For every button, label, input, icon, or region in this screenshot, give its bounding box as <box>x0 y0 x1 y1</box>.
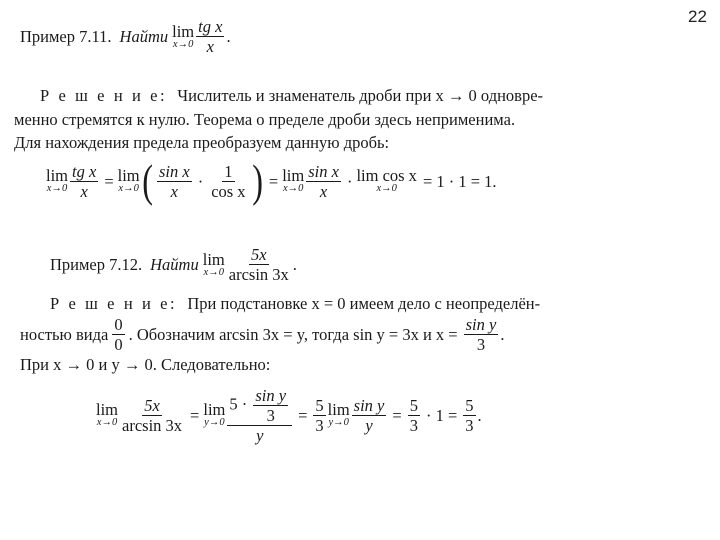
multiply-dot: · <box>346 171 353 191</box>
solution-line-1 <box>50 294 540 313</box>
lim-subscript: y→0 <box>328 417 349 428</box>
numerator: 5x <box>250 245 267 264</box>
lim-text: lim cos x <box>356 166 417 185</box>
task-word: Найти <box>119 27 169 46</box>
formula-7-12 <box>96 382 482 448</box>
denominator: cos x <box>211 181 246 201</box>
denominator: arcsin 3x <box>228 265 289 284</box>
denominator: x <box>170 181 178 201</box>
denominator: x <box>206 37 214 56</box>
lim-text: lim <box>172 21 195 41</box>
lim-subscript: y→0 <box>204 417 225 428</box>
fraction <box>70 163 98 200</box>
times-one: · 1 = <box>425 405 458 425</box>
fraction <box>313 397 325 434</box>
equals: = <box>268 171 279 191</box>
denominator: 3 <box>266 405 275 425</box>
fraction <box>209 163 247 200</box>
fraction <box>196 18 224 55</box>
limit-operator <box>46 168 68 194</box>
limit-operator <box>202 249 225 278</box>
lim-text: lim <box>46 166 69 185</box>
numerator: sin y <box>465 315 497 334</box>
numerator: 0 <box>114 315 123 334</box>
numerator: sin x <box>158 161 190 181</box>
limit-cos <box>356 168 417 194</box>
example-7-11-header <box>20 18 231 55</box>
page-number: 22 <box>688 7 707 26</box>
zero-over-zero <box>112 316 124 353</box>
numerator: tg x <box>198 17 223 36</box>
inner-fraction <box>253 387 288 424</box>
solution-line-1 <box>40 86 543 105</box>
lim-text: lim <box>202 249 225 269</box>
right-paren: ) <box>251 155 263 206</box>
lim-subscript: x→0 <box>118 183 139 194</box>
denominator: y <box>365 415 373 435</box>
example-label: Пример 7.11. <box>20 27 112 46</box>
limit-operator <box>282 168 304 194</box>
limit-operator <box>203 402 225 428</box>
lim-subscript: x→0 <box>46 183 68 194</box>
numerator: tg x <box>72 161 97 181</box>
period: . <box>477 405 482 425</box>
denominator: arcsin 3x <box>122 415 183 435</box>
result: = 1 · 1 = 1. <box>422 171 497 191</box>
multiply-dot: · <box>197 171 204 191</box>
numerator: sin x <box>308 161 339 181</box>
fraction <box>464 316 499 353</box>
denominator: 3 <box>315 415 324 435</box>
equals: = <box>190 405 200 425</box>
text: ностью вида <box>20 325 109 344</box>
fraction <box>157 163 192 200</box>
equals: = <box>104 171 114 191</box>
lim-text: lim <box>117 166 140 185</box>
equals: = <box>298 405 308 425</box>
numerator: 1 <box>224 161 233 181</box>
period: . <box>292 255 297 274</box>
denominator: x <box>319 181 328 201</box>
lim-text: lim <box>203 400 226 419</box>
text: 5 · <box>229 393 248 413</box>
left-paren: ( <box>141 155 153 206</box>
solution-heading: Р е ш е н и е: <box>50 294 178 313</box>
denominator: 3 <box>465 415 474 435</box>
denominator: 3 <box>476 335 486 354</box>
fraction <box>306 163 341 200</box>
compound-numerator <box>227 387 292 426</box>
limit-operator <box>328 402 350 428</box>
fraction <box>227 246 291 283</box>
lim-text: lim <box>282 166 305 185</box>
numerator: sin y <box>255 385 287 405</box>
solution-text: При подстановке x = 0 имеем дело с неопределён- <box>187 294 541 313</box>
solution-line-2: менно стремятся к нулю. Теорема о пределе дроби здесь неприменима. <box>14 110 516 129</box>
equals: = <box>392 405 402 425</box>
period: . <box>500 325 505 344</box>
denominator: 3 <box>409 415 418 435</box>
numerator: 5x <box>144 395 160 415</box>
lim-subscript: x→0 <box>96 417 118 428</box>
lim-subscript: x→0 <box>376 183 397 194</box>
denominator: x <box>80 181 88 201</box>
solution-line-2 <box>20 316 504 353</box>
lim-text: lim <box>327 400 350 419</box>
denominator: 0 <box>114 335 123 354</box>
period: . <box>226 27 231 46</box>
numerator: 5 <box>315 395 324 415</box>
fraction <box>352 397 387 434</box>
limit-operator <box>172 21 195 50</box>
fraction <box>408 397 420 434</box>
solution-text: Числитель и знаменатель дроби при x → 0 одновре- <box>177 86 544 105</box>
numerator: sin y <box>353 395 385 415</box>
lim-subscript: x→0 <box>172 38 194 50</box>
lim-subscript: x→0 <box>283 183 304 194</box>
limit-operator <box>118 168 140 194</box>
solution-heading: Р е ш е н и е: <box>40 86 168 105</box>
example-7-12-header <box>50 246 297 283</box>
numerator: 5 <box>465 395 474 415</box>
lim-subscript: x→0 <box>203 266 224 278</box>
example-label: Пример 7.12. <box>50 255 143 274</box>
fraction <box>120 397 184 434</box>
compound-fraction <box>227 387 292 444</box>
text: . Обозначим arcsin 3x = y, тогда sin y = 3x и x = <box>128 325 458 344</box>
task-word: Найти <box>150 255 199 274</box>
numerator: 5 <box>409 395 418 415</box>
limit-operator <box>96 402 118 428</box>
denominator: y <box>256 425 264 445</box>
formula-7-11 <box>46 156 497 206</box>
fraction <box>463 397 475 434</box>
lim-text: lim <box>96 400 119 419</box>
solution-line-3: Для нахождения предела преобразуем данную дробь: <box>14 133 390 152</box>
solution-line-3: При x → 0 и y → 0. Следовательно: <box>20 355 271 374</box>
